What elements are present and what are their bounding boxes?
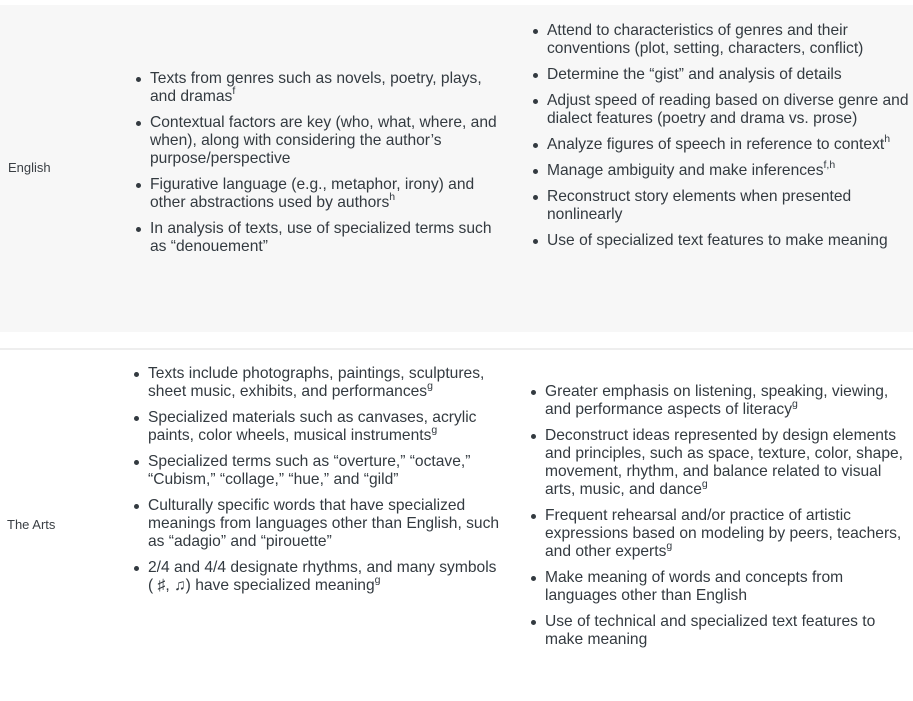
footnote-ref: h xyxy=(389,191,396,203)
footnote-ref: g xyxy=(666,540,673,552)
subject-label: The Arts xyxy=(7,517,56,532)
texts-list xyxy=(134,70,504,256)
table-row-english xyxy=(0,5,913,332)
list-item: Adjust speed of reading based on diverse genre and dialect features (poetry and drama vs. prose) xyxy=(531,92,913,128)
list-item: Use of specialized text features to make meaning xyxy=(531,232,913,250)
list-item: Specialized terms such as “overture,” “octave,” “Cubism,” “collage,” “hue,” and “gild” xyxy=(132,453,502,489)
list-item: Contextual factors are key (who, what, where, and when), along with considering the author’s purpose/perspective xyxy=(134,114,504,168)
footnote-ref: g xyxy=(374,574,381,586)
list-item: Culturally specific words that have specialized meanings from languages other than English, such as “adagio” and “pirouette” xyxy=(132,497,502,551)
list-item: Frequent rehearsal and/or practice of artistic expressions based on modeling by peers, teachers, and other experts$^g$ xyxy=(529,507,913,561)
list-item: Texts from genres such as novels, poetry, plays, and dramas$^f$ xyxy=(134,70,504,106)
list-item: Analyze figures of speech in reference to context$^h$ xyxy=(531,136,913,154)
list-item: Manage ambiguity and make inferences$^{f,h}$ xyxy=(531,162,913,180)
list-item: Figurative language (e.g., metaphor, irony) and other abstractions used by authors$^h$ xyxy=(134,176,504,212)
practices-list xyxy=(529,383,913,649)
list-item: Make meaning of words and concepts from languages other than English xyxy=(529,569,913,605)
list-item: 2/4 and 4/4 designate rhythms, and many symbols ( ♯, ♫) have specialized meaning$^g$ xyxy=(132,559,502,595)
texts-list xyxy=(132,365,502,595)
list-item: Reconstruct story elements when presented nonlinearly xyxy=(531,188,913,224)
footnote-ref: f,h xyxy=(823,159,836,171)
practices-column xyxy=(531,22,913,258)
footnote-ref: g xyxy=(701,478,708,490)
list-item: Attend to characteristics of genres and their conventions (plot, setting, characters, conflict) xyxy=(531,22,913,58)
list-item: Deconstruct ideas represented by design elements and principles, such as space, texture, color, shape, movement, rhythm, and balance related to visual arts, music, and dance$^g$ xyxy=(529,427,913,499)
list-item: Specialized materials such as canvases, acrylic paints, color wheels, musical instruments$^g$ xyxy=(132,409,502,445)
table-row-the-arts xyxy=(0,350,913,701)
list-item: Texts include photographs, paintings, sculptures, sheet music, exhibits, and performances$^g$ xyxy=(132,365,502,401)
texts-column xyxy=(134,70,504,264)
footnote-ref: f xyxy=(232,85,236,97)
practices-list xyxy=(531,22,913,250)
footnote-ref: g xyxy=(792,398,798,410)
subject-label: English xyxy=(8,160,51,175)
list-item: Greater emphasis on listening, speaking, viewing, and performance aspects of literacy$^g$ xyxy=(529,383,913,419)
footnote-ref: h xyxy=(884,133,891,145)
texts-column xyxy=(132,365,502,603)
list-item: Use of technical and specialized text features to make meaning xyxy=(529,613,913,649)
footnote-ref: g xyxy=(431,424,438,436)
list-item: In analysis of texts, use of specialized terms such as “denouement” xyxy=(134,220,504,256)
footnote-ref: g xyxy=(427,380,433,392)
practices-column xyxy=(529,383,913,657)
list-item: Determine the “gist” and analysis of details xyxy=(531,66,913,84)
